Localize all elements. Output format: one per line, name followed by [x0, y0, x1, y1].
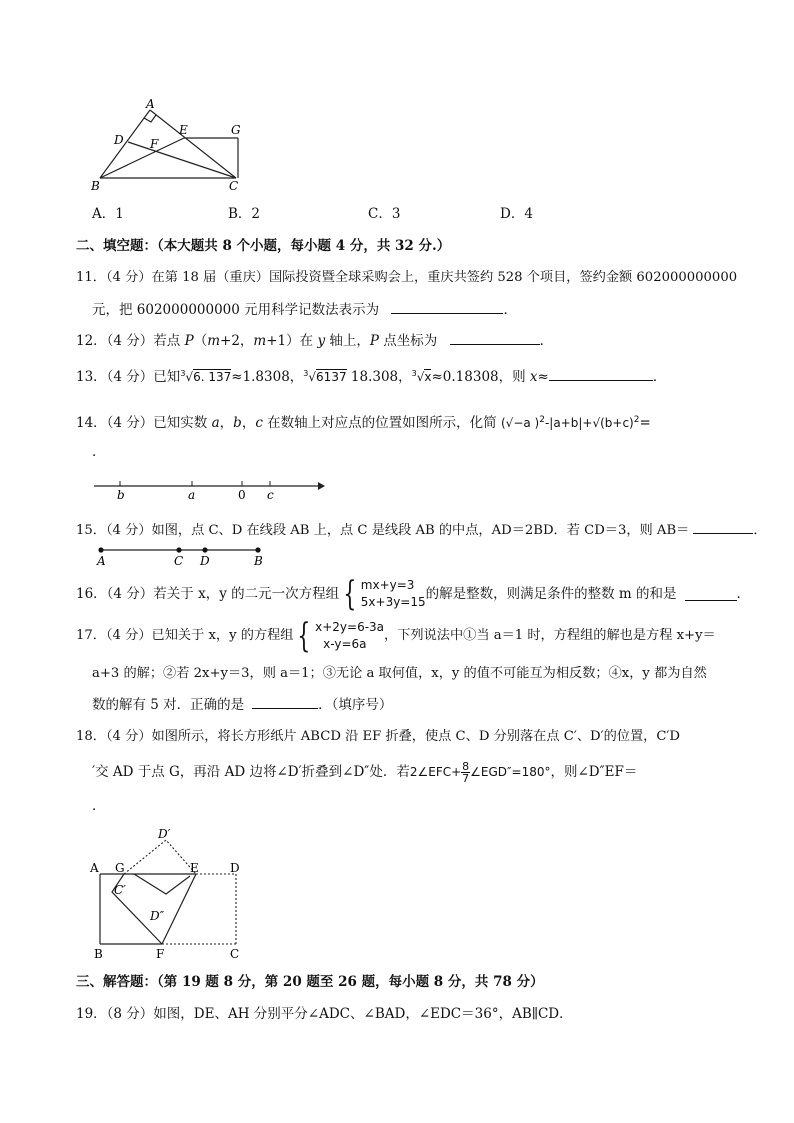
q14-middle: 在数轴上对应点的位置如图所示，化简 — [262, 415, 497, 431]
q16-brace: { — [343, 574, 357, 614]
fig18-label-c-prime: C′ — [114, 883, 126, 897]
fig1-label-b: B — [91, 179, 100, 193]
q12-var-p2: P — [369, 333, 379, 349]
q14-expression — [501, 416, 639, 430]
section-2-header — [76, 237, 450, 255]
point-c — [176, 547, 181, 552]
q14-sep-1: ， — [219, 415, 234, 431]
section-3-note: （第 19 题 8 分，第 20 题至 26 题，每小题 8 分，共 78 分） — [157, 974, 544, 990]
q14-expr-1: (√−a ) — [500, 416, 540, 430]
q11-end: ． — [503, 302, 517, 318]
q12-text-6: 点坐标为 — [378, 333, 438, 349]
q16 — [76, 576, 750, 612]
number-line-label-c: c — [267, 488, 274, 502]
segment-ba — [100, 110, 150, 178]
q14-var-b: b — [233, 415, 242, 431]
fig18-label-d: D — [230, 861, 240, 875]
section-3-number: 三、解答题： — [76, 974, 157, 990]
q16-end: ． — [736, 586, 751, 602]
number-line-label-a: a — [188, 488, 196, 502]
q17-answer-blank[interactable] — [252, 695, 318, 709]
q18-dot: ． — [92, 798, 106, 814]
q13 — [76, 365, 666, 386]
segment-label-b: B — [254, 554, 263, 568]
fig1-label-c: C — [229, 179, 239, 193]
q17-line3-suffix: ．（填序号） — [318, 697, 393, 713]
q13-prefix: 13．（4 分）已知 — [76, 369, 181, 385]
point-a — [98, 547, 103, 552]
fig18-label-c: C — [230, 947, 240, 961]
q17-eq-1: x+2y=6-3a — [315, 620, 385, 634]
fig18-label-e: E — [190, 861, 199, 875]
folding-figure — [88, 826, 248, 966]
fig18-label-g: G — [115, 861, 125, 875]
q18-line1: 18．（4 分）如图所示，将长方形纸片 ABCD 沿 EF 折叠，使点 C、D 分别落在点 C′、D′的位置，C′D — [76, 729, 680, 744]
choice-c: C．3 — [368, 206, 401, 222]
q18-expr-b: ∠EGD″=180° — [470, 764, 551, 779]
folded-d-double-prime — [134, 874, 190, 894]
point-d — [202, 547, 207, 552]
fig18-label-a: A — [90, 861, 99, 875]
segment-figure — [92, 544, 267, 570]
q16-eq-1: mx+y=3 — [360, 578, 415, 592]
choice-a: A．1 — [92, 206, 124, 222]
q17-line2: a+3 的解；②若 2x+y＝3，则 a＝1；③无论 a 取何值，x，y 的值不可能互为相反数；④x，y 都为自然 — [92, 666, 707, 681]
q12-text-1: 12．（4 分）若点 — [76, 333, 185, 349]
q14-equals: = — [639, 415, 651, 431]
q14-square-2: 2 — [633, 415, 640, 425]
q13-answer-blank[interactable] — [549, 367, 653, 381]
q14-var-a: a — [211, 415, 220, 431]
fig1-label-e: E — [179, 123, 188, 137]
q13-approx: ≈ — [537, 369, 549, 385]
q18-line2-text: ′交 AD 于点 G，再沿 AD 边将∠D′折叠到∠D″处．若 — [92, 764, 410, 780]
fig18-label-d-prime: D′ — [158, 827, 171, 841]
q15 — [76, 520, 767, 540]
fig1-label-d: D — [114, 133, 124, 147]
choice-b: B．2 — [228, 206, 261, 222]
q18-expression — [410, 761, 551, 784]
number-line-label-0: 0 — [238, 488, 246, 502]
q12-var-p: P — [184, 333, 194, 349]
q17-brace: { — [297, 616, 311, 656]
q17-line3 — [92, 695, 392, 714]
q13-radicand-2: 6137 — [316, 370, 347, 384]
q17-line1 — [76, 617, 716, 655]
q11-answer-blank[interactable] — [391, 300, 503, 314]
q18-fraction — [461, 761, 470, 784]
q11-line1: 11．（4 分）在第 18 届（重庆）国际投资暨全球采购会上，重庆共签约 528 个项目，签约金额 602000000000 — [76, 270, 738, 285]
section-3-header — [76, 973, 544, 991]
q14-dot: ． — [92, 444, 106, 460]
q11-line2 — [92, 300, 517, 319]
q14-var-c: c — [255, 415, 263, 431]
fig1-label-g: G — [231, 123, 241, 137]
fig18-label-d-double-prime: D″ — [150, 909, 165, 923]
segment-label-a: A — [97, 554, 106, 568]
q12-end: ． — [539, 333, 554, 349]
segment-label-c: C — [174, 554, 184, 568]
point-b — [255, 547, 260, 552]
q13-end: ． — [652, 369, 667, 385]
fig1-label-a: A — [146, 97, 155, 111]
dotted-d-prime — [124, 840, 196, 874]
q11-line2-text: 元，把 602000000000 元用科学记数法表示为 — [92, 302, 380, 318]
q13-cbrt-3: $^3$√x — [411, 369, 432, 384]
q12 — [76, 331, 553, 350]
q13-var-x: x — [529, 369, 538, 385]
segment-dc — [128, 142, 236, 178]
number-line — [92, 476, 327, 504]
q14-expr-2: -|a+b|+√(b+c) — [544, 416, 634, 430]
q16-prefix: 16．（4 分）若关于 x，y 的二元一次方程组 — [76, 586, 340, 602]
q16-equation-system — [339, 574, 426, 614]
q13-cbrt-2: $^3$√6137 — [303, 369, 347, 384]
q18-frac-num: 8 — [462, 759, 470, 773]
q16-eq-2: 5x+3y=15 — [360, 595, 426, 609]
geometry-figure-1 — [88, 96, 258, 196]
q15-answer-blank[interactable] — [693, 520, 753, 534]
q12-var-m2: m — [253, 333, 267, 349]
q13-value-1: ≈1.8308， — [231, 369, 304, 385]
q12-answer-blank[interactable] — [450, 331, 540, 345]
section-2-note: （本大题共 8 个小题，每小题 4 分，共 32 分.） — [157, 238, 451, 254]
q17-equation-system — [293, 616, 385, 656]
choice-d: D．4 — [500, 206, 533, 222]
number-line-label-b: b — [117, 488, 125, 502]
q13-radicand-3: x — [424, 370, 432, 384]
q15-end: ． — [753, 523, 767, 538]
fig18-label-b: B — [94, 947, 103, 961]
q18-line2 — [92, 757, 637, 787]
q12-text-2: （ — [193, 333, 208, 349]
q17-suffix: ，下列说法中①当 a＝1 时，方程组的解也是方程 x+y＝ — [384, 628, 716, 643]
q12-var-y: y — [317, 333, 326, 349]
q17-prefix: 17．（4 分）已知关于 x，y 的方程组 — [76, 628, 294, 643]
q13-value-3: ≈0.18308，则 — [431, 369, 530, 385]
fig18-label-f: F — [156, 947, 165, 961]
q14-square-1: 2 — [539, 415, 545, 425]
segment-label-d: D — [200, 554, 210, 568]
segment-ac — [150, 110, 236, 178]
q12-text-3: +2， — [220, 333, 254, 349]
q16-answer-blank[interactable] — [685, 587, 737, 601]
arrow-right-icon — [318, 482, 325, 490]
q13-radicand-1: 6. 137 — [193, 370, 232, 384]
q14 — [76, 411, 651, 432]
q14-prefix: 14．（4 分）已知实数 — [76, 415, 212, 431]
segment-be — [100, 138, 184, 178]
q17-line3-text: 数的解有 5 对．正确的是 — [92, 697, 245, 713]
q18-expr-a: 2∠EFC+ — [409, 764, 462, 779]
q13-cbrt-1: $^3$√6. 137 — [180, 369, 232, 384]
fig1-label-f: F — [150, 137, 159, 151]
q13-value-2: 18.308， — [346, 369, 412, 385]
q18-frac-den: 7 — [462, 771, 470, 785]
q12-var-m1: m — [207, 333, 221, 349]
q14-sep-2: ， — [241, 415, 256, 431]
q12-text-4: +1）在 — [266, 333, 318, 349]
q16-suffix: 的解是整数，则满足条件的整数 m 的和是 — [425, 586, 677, 602]
q17-eq-2: x-y=6a — [323, 637, 367, 651]
q12-text-5: 轴上， — [325, 333, 370, 349]
q19-text: 19．（8 分）如图，DE、AH 分别平分∠ADC、∠BAD，∠EDC＝36°，AB∥CD． — [76, 1006, 573, 1022]
q15-text: 15．（4 分）如图，点 C、D 在线段 AB 上，点 C 是线段 AB 的中点，AD＝2BD．若 CD＝3，则 AB＝ — [76, 523, 690, 538]
q18-line2-suffix: ，则∠D″EF＝ — [550, 764, 638, 780]
section-2-number: 二、填空题： — [76, 238, 157, 254]
